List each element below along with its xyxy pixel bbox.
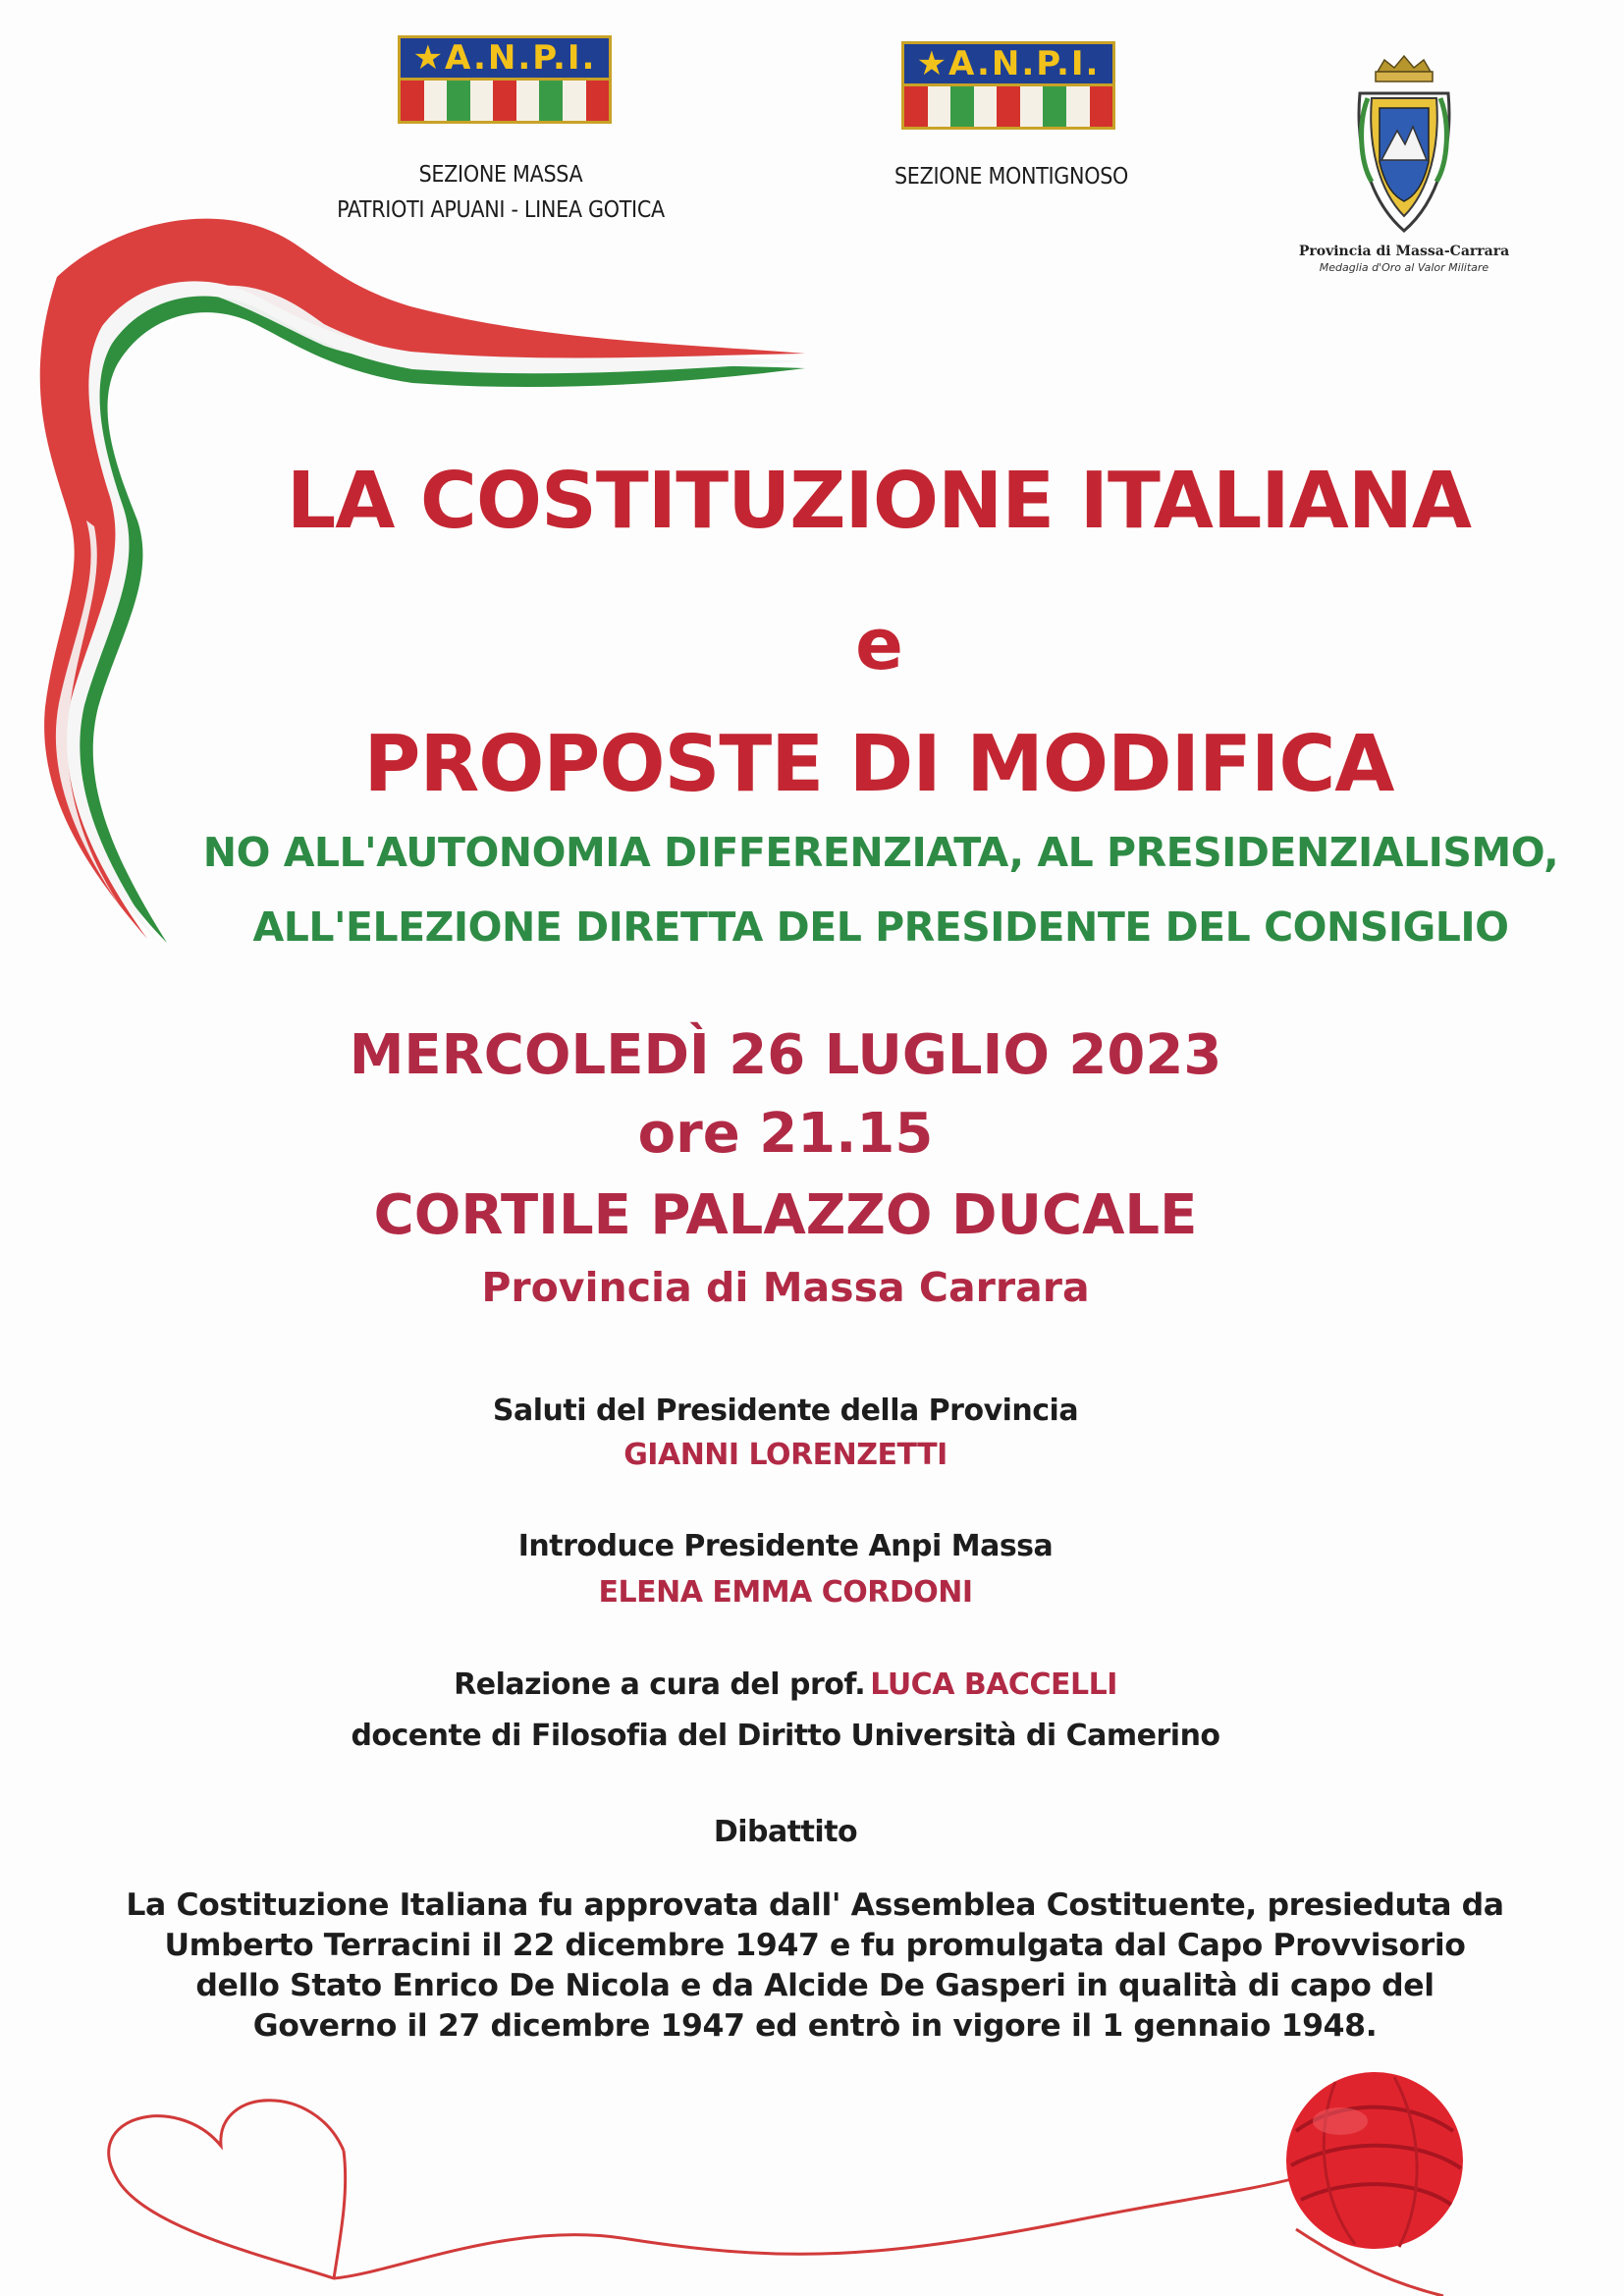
history-note-line: La Costituzione Italiana fu approvata dall' Assemblea Costituente, presieduta da [126, 1887, 1504, 1923]
main-title-line-1: LA COSTITUZIONE ITALIANA [286, 456, 1472, 546]
event-venue: CORTILE PALAZZO DUCALE [373, 1183, 1198, 1247]
anpi-logo-montignoso [901, 41, 1115, 130]
subtitle-line-2: ALL'ELEZIONE DIRETTA DEL PRESIDENTE DEL CONSIGLIO [252, 903, 1509, 951]
event-time: ore 21.15 [637, 1102, 934, 1166]
greeting-label: Saluti del Presidente della Provincia [492, 1394, 1079, 1428]
heart-thread-decoration [0, 2072, 1624, 2296]
report-label: Relazione a cura del prof. [454, 1667, 866, 1702]
anpi-logo-text: ★A.N.P.I. [901, 41, 1115, 86]
greeting-name: GIANNI LORENZETTI [623, 1438, 947, 1472]
debate-label: Dibattito [713, 1815, 858, 1849]
intro-name: ELENA EMMA CORDONI [598, 1575, 973, 1610]
intro-label: Introduce Presidente Anpi Massa [517, 1529, 1054, 1563]
anpi-logo-stripes [398, 81, 612, 124]
history-note-line: Umberto Terracini il 22 dicembre 1947 e fu promulgata dal Capo Provvisorio [164, 1928, 1466, 1963]
anpi-massa-label [265, 157, 736, 228]
main-title-line-2: PROPOSTE DI MODIFICA [363, 719, 1394, 809]
section-massa-text: SEZIONE MASSA [418, 162, 583, 188]
history-note-line: Governo il 27 dicembre 1947 ed entrò in vigore il 1 gennaio 1948. [252, 2008, 1378, 2044]
section-montignoso-text: SEZIONE MONTIGNOSO [893, 164, 1129, 190]
report-line [118, 1664, 1453, 1711]
anpi-logo-text: ★A.N.P.I. [398, 35, 612, 81]
province-caption: Provincia di Massa-Carrara [1298, 244, 1510, 259]
province-coat-of-arms-icon [1350, 54, 1458, 241]
event-date: MERCOLEDÌ 26 LUGLIO 2023 [349, 1023, 1222, 1087]
anpi-logo-stripes [901, 86, 1115, 130]
main-title-conjunction: e [855, 603, 902, 685]
province-medal-caption: Medaglia d'Oro al Valor Militare [1319, 261, 1489, 274]
red-thread [109, 2101, 1306, 2278]
yarn-ball-icon [1286, 2072, 1463, 2249]
subtitle-line-1: NO ALL'AUTONOMIA DIFFERENZIATA, AL PRESIDENZIALISMO, [202, 829, 1559, 876]
report-role: docente di Filosofia del Diritto Università di Camerino [351, 1719, 1220, 1753]
history-note [29, 1886, 1600, 2047]
anpi-logo-massa [398, 35, 612, 124]
event-area: Provincia di Massa Carrara [481, 1264, 1090, 1311]
section-massa-subtitle: PATRIOTI APUANI - LINEA GOTICA [337, 197, 665, 223]
report-name: LUCA BACCELLI [870, 1667, 1117, 1702]
history-note-line: dello Stato Enrico De Nicola e da Alcide De Gasperi in qualità di capo del [195, 1968, 1435, 2003]
